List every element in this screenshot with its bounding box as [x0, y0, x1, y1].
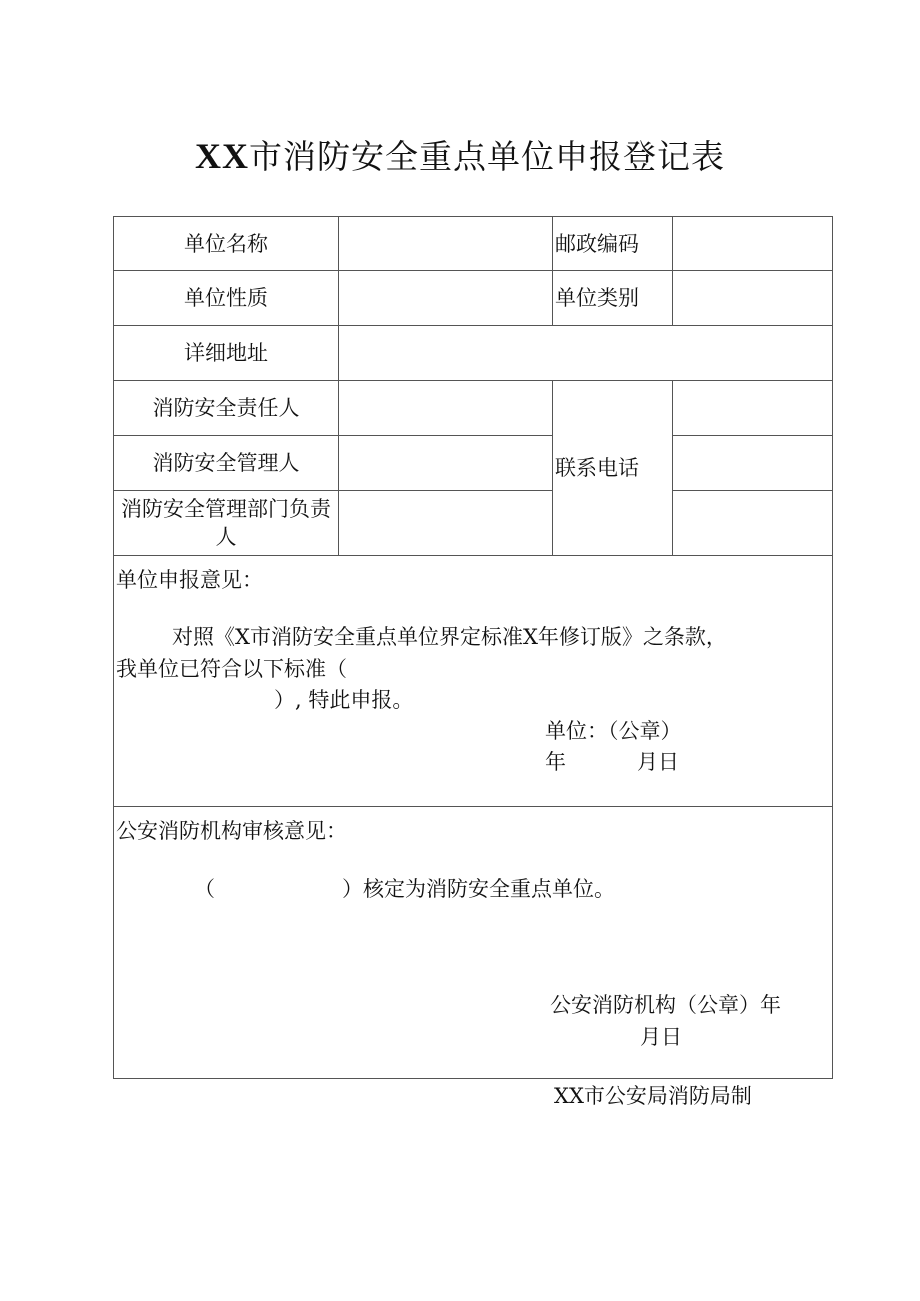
review-open-paren: （: [194, 877, 215, 901]
safety-manager-label: 消防安全管理人: [114, 436, 339, 491]
application-heading: 单位申报意见：: [116, 568, 263, 592]
postal-code-field[interactable]: [673, 217, 833, 271]
dept-head-label: 消防安全管理部门负责人: [114, 491, 339, 556]
application-seal: 单位：（公章）: [545, 719, 682, 743]
title-text: 市消防安全重点单位申报登记表: [249, 137, 725, 176]
address-field[interactable]: [339, 326, 833, 381]
registration-form: [113, 216, 833, 1079]
safety-responsible-label: 消防安全责任人: [114, 381, 339, 436]
application-section: [114, 556, 833, 807]
footer-issuer: XX市公安局消防局制: [554, 1084, 752, 1108]
postal-code-label: 邮政编码: [553, 217, 673, 271]
review-seal: 公安消防机构（公章）年: [550, 993, 781, 1017]
application-line3: ）, 特此申报。: [274, 688, 414, 712]
safety-responsible-phone-field[interactable]: [673, 381, 833, 436]
page-title: [0, 134, 920, 179]
safety-manager-field[interactable]: [339, 436, 553, 491]
review-section: [114, 807, 833, 1079]
dept-head-phone-field[interactable]: [673, 491, 833, 556]
unit-nature-field[interactable]: [339, 271, 553, 326]
safety-manager-phone-field[interactable]: [673, 436, 833, 491]
application-date-year: 年: [545, 750, 566, 774]
application-line2: 我单位已符合以下标准（: [116, 657, 347, 681]
unit-category-field[interactable]: [673, 271, 833, 326]
application-line1: 对照《X市消防安全重点单位界定标准X年修订版》之条款，: [172, 625, 727, 649]
unit-name-label: 单位名称: [114, 217, 339, 271]
unit-category-label: 单位类别: [553, 271, 673, 326]
unit-name-field[interactable]: [339, 217, 553, 271]
dept-head-field[interactable]: [339, 491, 553, 556]
unit-nature-label: 单位性质: [114, 271, 339, 326]
phone-label: 联系电话: [553, 381, 673, 556]
safety-responsible-field[interactable]: [339, 381, 553, 436]
review-date-monthday: 月日: [640, 1025, 682, 1049]
address-label: 详细地址: [114, 326, 339, 381]
title-prefix: XX: [195, 136, 249, 176]
review-heading: 公安消防机构审核意见：: [116, 819, 347, 843]
review-close-text: ）核定为消防安全重点单位。: [342, 877, 615, 901]
application-date-monthday: 月日: [637, 750, 679, 774]
